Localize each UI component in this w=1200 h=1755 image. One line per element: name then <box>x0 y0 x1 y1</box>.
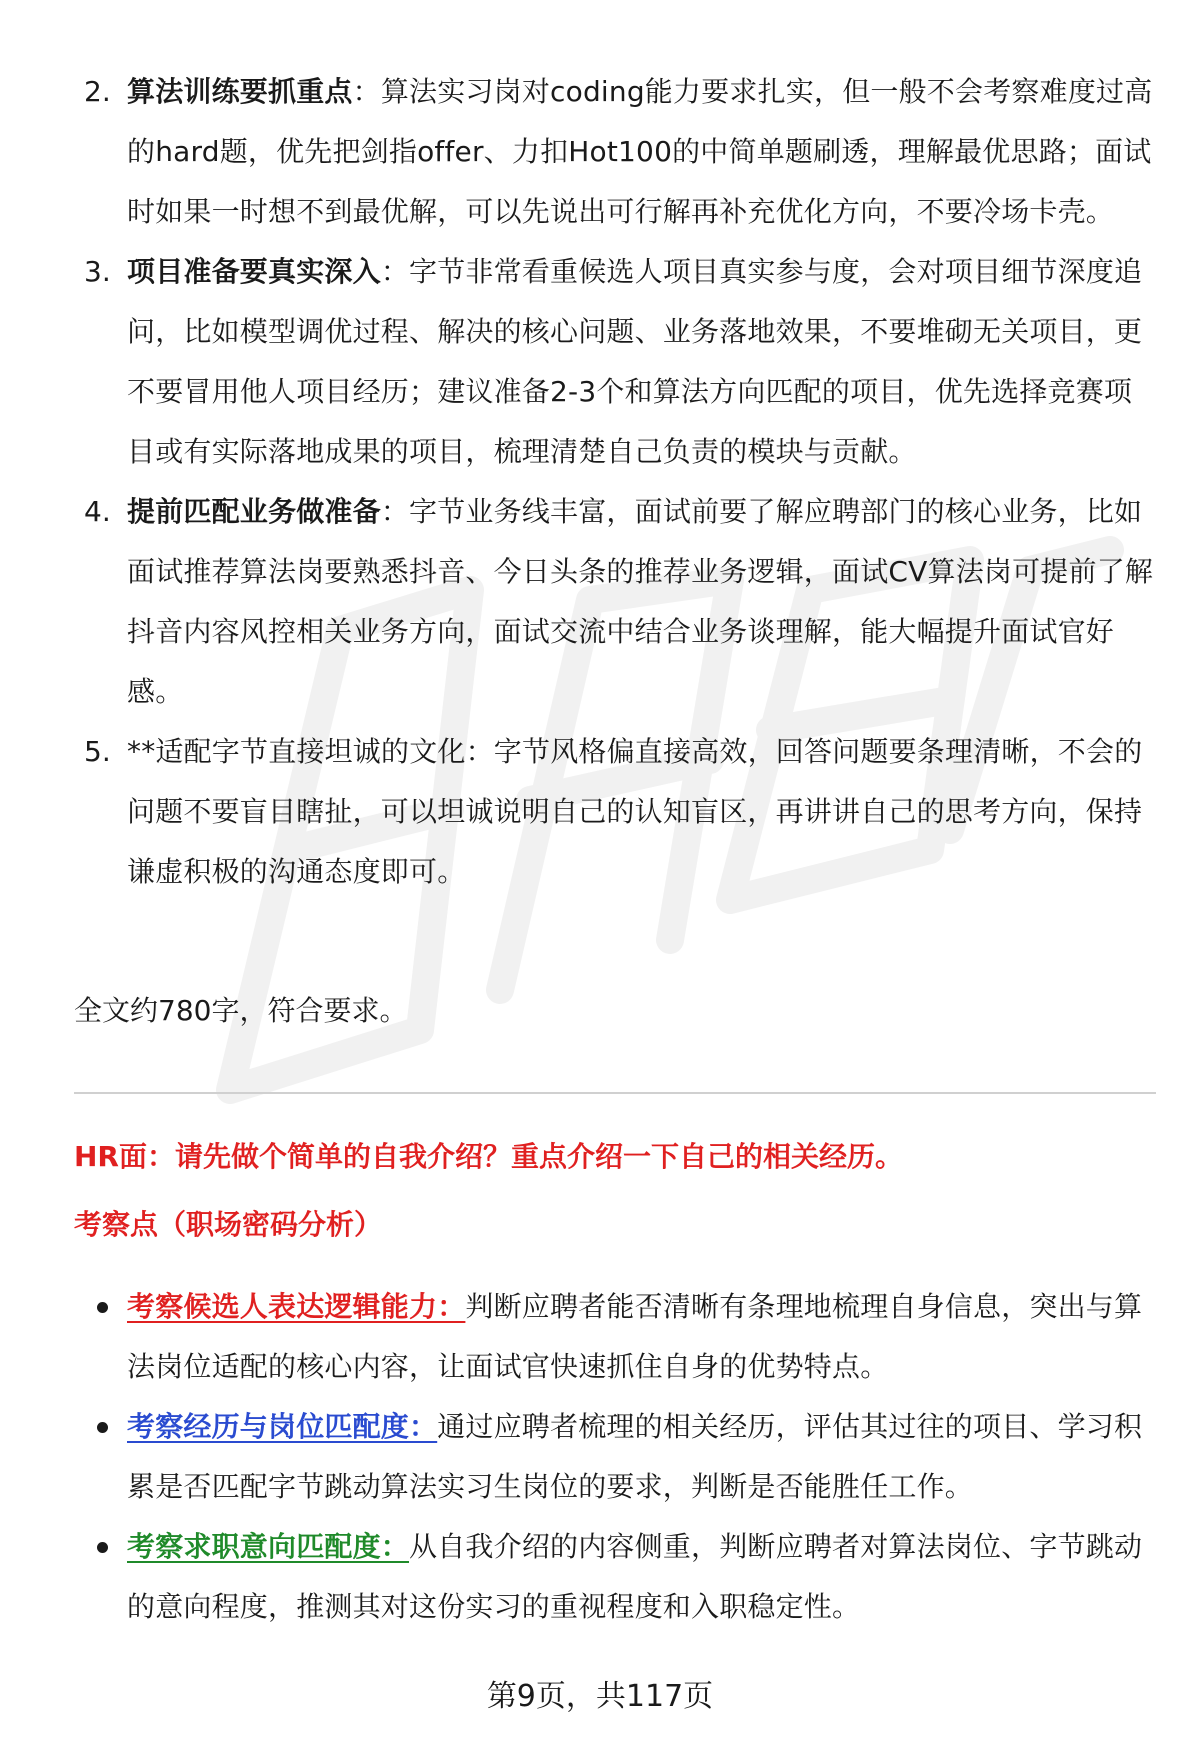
list-item-text <box>127 62 1157 242</box>
numbered-tips-list <box>0 62 1200 902</box>
bullet-body: 从自我介绍的内容侧重，判断应聘者对算法岗位、字节跳动的意向程度，推测其对这份实习的重视程度和入职稳定性。 <box>127 1530 1143 1623</box>
bullet-body: 判断应聘者能否清晰有条理地梳理自身信息，突出与算法岗位适配的核心内容，让面试官快速抓住自身的优势特点。 <box>127 1290 1143 1383</box>
list-item-number: 5. <box>84 735 111 768</box>
bullet-body: 通过应聘者梳理的相关经历，评估其过往的项目、学习积累是否匹配字节跳动算法实习生岗位的要求，判断是否能胜任工作。 <box>127 1410 1143 1503</box>
list-item-body: 字节非常看重候选人项目真实参与度，会对项目细节深度追问，比如模型调优过程、解决的核心问题、业务落地效果，不要堆砌无关项目，更不要冒用他人项目经历；建议准备2-3个和算法方向匹配的项目，优先选择竞赛项目或有实际落地成果的项目，梳理清楚自己负责的模块与贡献。 <box>127 255 1143 468</box>
list-item-body: **适配字节直接坦诚的文化：字节风格偏直接高效，回答问题要条理清晰，不会的问题不要盲目瞎扯，可以坦诚说明自己的认知盲区，再讲讲自己的思考方向，保持谦虚积极的沟通态度即可。 <box>127 735 1143 888</box>
list-item <box>0 722 1200 902</box>
hr-question-heading: HR面：请先做个简单的自我介绍？重点介绍一下自己的相关经历。 <box>74 1140 903 1173</box>
list-item-text <box>127 482 1157 722</box>
bullet-item-text <box>127 1517 1157 1637</box>
bullet-dot-icon <box>97 1302 108 1313</box>
bullet-item <box>0 1277 1200 1397</box>
word-count-summary: 全文约780字，符合要求。 <box>74 994 408 1027</box>
list-item-number: 2. <box>84 75 111 108</box>
bullet-highlight: 考察候选人表达逻辑能力： <box>127 1290 466 1323</box>
page-number-footer: 第9页，共117页 <box>486 1679 714 1714</box>
list-item-body: 算法实习岗对coding能力要求扎实，但一般不会考察难度过高的hard题，优先把剑指offer、力扣Hot100的中简单题刷透，理解最优思路；面试时如果一时想不到最优解，可以先说出可行解再补充优化方向，不要冷场卡壳。 <box>127 75 1153 228</box>
bullet-item-text <box>127 1397 1157 1517</box>
bullet-dot-icon <box>97 1422 108 1433</box>
bullet-dot-icon <box>97 1542 108 1553</box>
list-item-title: 提前匹配业务做准备 <box>127 495 381 528</box>
bullet-item <box>0 1397 1200 1517</box>
list-item-separator: ： <box>380 255 410 288</box>
bullet-item <box>0 1517 1200 1637</box>
list-item-number: 4. <box>84 495 111 528</box>
list-item <box>0 62 1200 242</box>
list-item-title: 算法训练要抓重点 <box>127 75 353 108</box>
list-item <box>0 242 1200 482</box>
list-item-text <box>127 722 1157 902</box>
bullet-item-text <box>127 1277 1157 1397</box>
section-divider <box>74 1092 1156 1094</box>
list-item <box>0 482 1200 722</box>
list-item-body: 字节业务线丰富，面试前要了解应聘部门的核心业务，比如面试推荐算法岗要熟悉抖音、今日头条的推荐业务逻辑，面试CV算法岗可提前了解抖音内容风控相关业务方向，面试交流中结合业务谈理解，能大幅提升面试官好感。 <box>127 495 1154 708</box>
list-item-text <box>127 242 1157 482</box>
list-item-title: 项目准备要真实深入 <box>127 255 381 288</box>
bullet-highlight: 考察经历与岗位匹配度： <box>127 1410 438 1443</box>
bullet-highlight: 考察求职意向匹配度： <box>127 1530 410 1563</box>
assessment-points-label: 考察点（职场密码分析） <box>74 1208 383 1241</box>
assessment-points-list <box>0 1277 1200 1637</box>
list-item-number: 3. <box>84 255 111 288</box>
list-item-separator: ： <box>352 75 381 108</box>
list-item-separator: ： <box>380 495 410 528</box>
